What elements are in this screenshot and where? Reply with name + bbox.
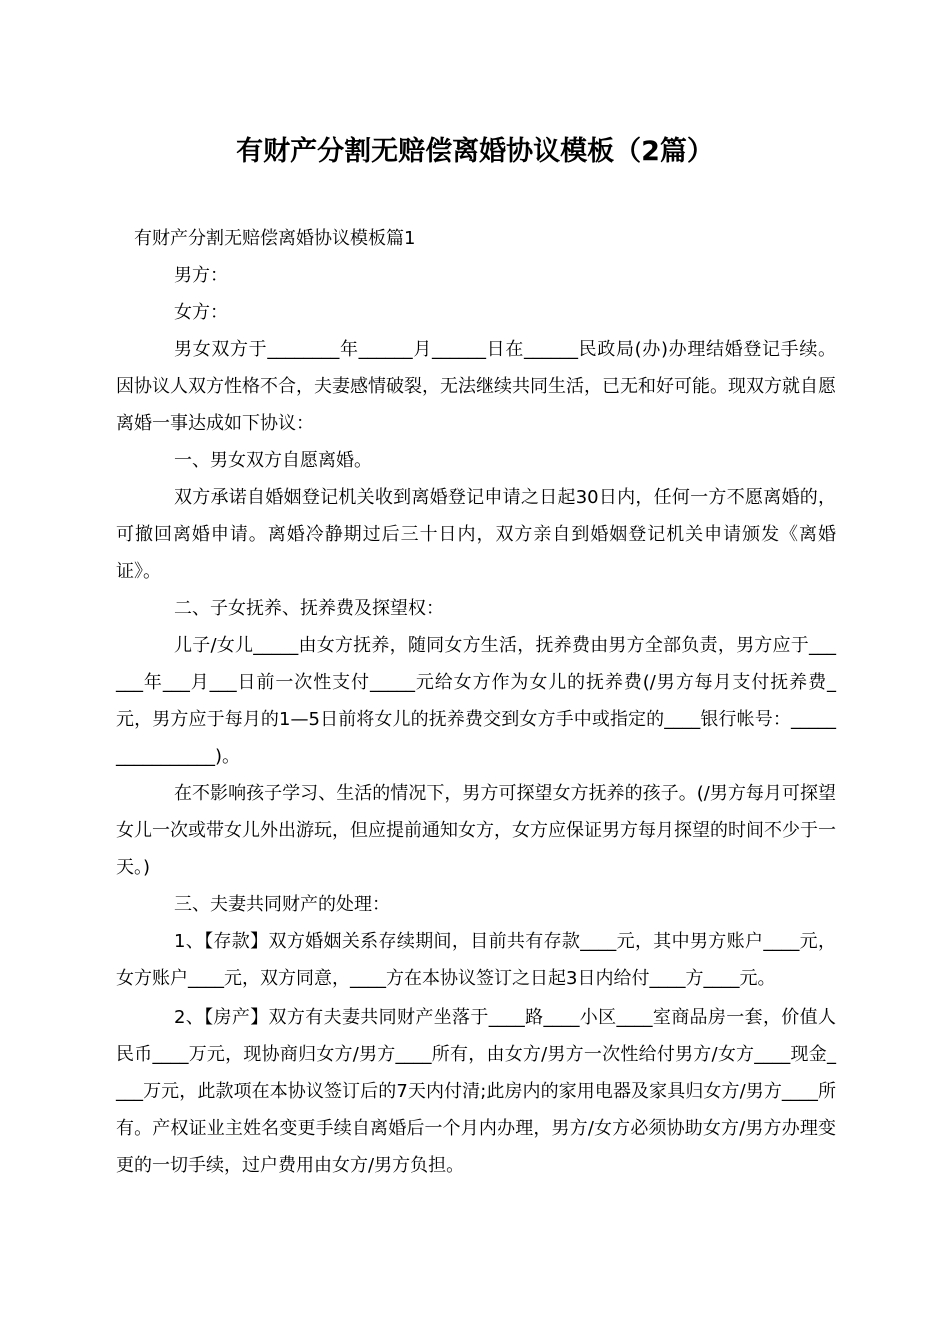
paragraph-deposits: 1、【存款】双方婚姻关系存续期间，目前共有存款____元，其中男方账户____元，女方账户____元，双方同意，____方在本协议签订之日起3日内给付____方____元。 (116, 931, 836, 989)
paragraph-male-party: 男方： (174, 265, 228, 286)
paragraph-intro: 男女双方于________年______月______日在______民政局(办)办理结婚登记手续。因协议人双方性格不合，夫妻感情破裂，无法继续共同生活，已无和好可能。现双方就自愿离婚一事达成如下协议： (116, 339, 836, 434)
heading-clause-1: 一、男女双方自愿离婚。 (174, 450, 372, 471)
paragraph-child-custody: 儿子/女儿_____由女方抚养，随同女方生活，抚养费由男方全部负责，男方应于______年___月___日前一次性支付_____元给女方作为女儿的抚养费(/男方每月支付抚养费_元，男方应于每月的1—5日前将女儿的抚养费交到女方手中或指定的____银行帐号：________________)。 (116, 635, 836, 767)
heading-clause-3: 三、夫妻共同财产的处理： (174, 894, 390, 915)
section-title: 有财产分割无赔偿离婚协议模板篇1 (134, 228, 416, 249)
paragraph-female-party: 女方： (174, 302, 228, 323)
paragraph-real-estate: 2、【房产】双方有夫妻共同财产坐落于____路____小区____室商品房一套，价值人民币____万元，现协商归女方/男方____所有，由女方/男方一次性给付男方/女方____现金____万元，此款项在本协议签订后的7天内付清;此房内的家用电器及家具归女方/男方____所有。产权证业主姓名变更手续自离婚后一个月内办理，男方/女方必须协助女方/男方办理变更的一切手续，过户费用由女方/男方负担。 (116, 1007, 836, 1176)
heading-clause-2: 二、子女抚养、抚养费及探望权： (174, 598, 444, 619)
paragraph-clause-1: 双方承诺自婚姻登记机关收到离婚登记申请之日起30日内，任何一方不愿离婚的，可撤回离婚申请。离婚冷静期过后三十日内，双方亲自到婚姻登记机关申请颁发《离婚证》。 (116, 487, 836, 582)
document-title: 有财产分割无赔偿离婚协议模板（2篇） (236, 136, 714, 167)
document-body (116, 220, 836, 1184)
paragraph-visitation: 在不影响孩子学习、生活的情况下，男方可探望女方抚养的孩子。(/男方每月可探望女儿一次或带女儿外出游玩，但应提前通知女方，女方应保证男方每月探望的时间不少于一天。) (116, 783, 836, 878)
